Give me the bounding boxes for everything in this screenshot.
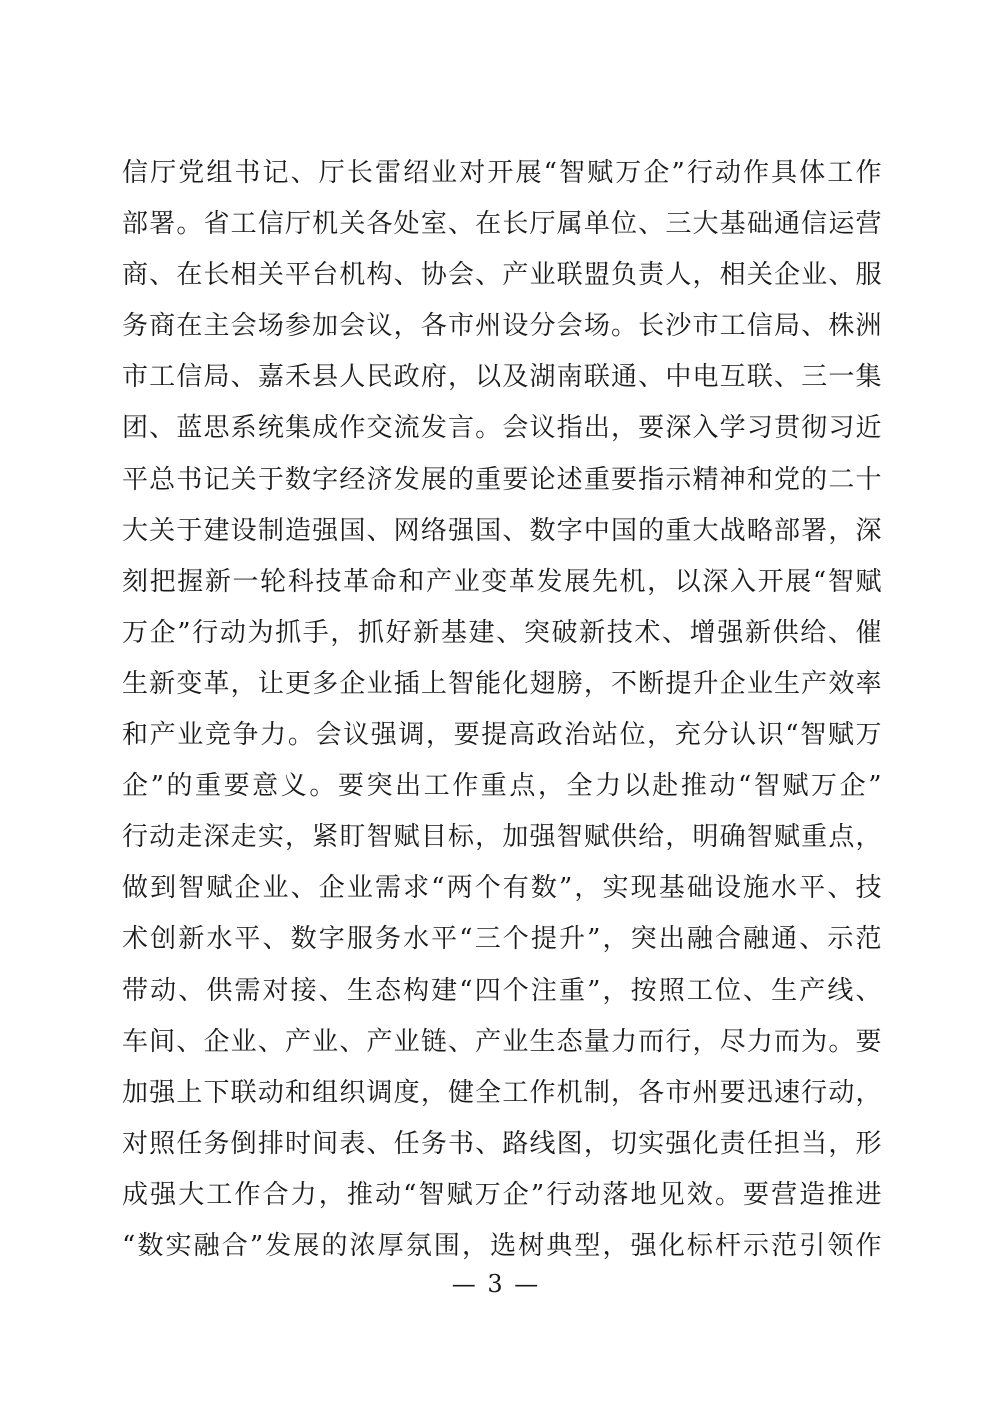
text-line: 信厅党组书记、厅长雷绍业对开展“智赋万企”行动作具体工作 [122,158,882,188]
text-line: 车间、企业、产业、产业链、产业生态量力而行，尽力而为。要 [122,1026,882,1057]
text-line: “数实融合”发展的浓厚氛围，选树典型，强化标杆示范引领作 [122,1230,882,1261]
text-line: 成强大工作合力，推动“智赋万企”行动落地见效。要营造推进 [122,1179,882,1210]
text-line: 部署。省工信厅机关各处室、在长厅属单位、三大基础通信运营 [122,209,882,240]
text-line: 做到智赋企业、企业需求“两个有数”，实现基础设施水平、技 [122,873,882,904]
text-line: 术创新水平、数字服务水平“三个提升”，突出融合融通、示范 [122,924,882,955]
text-line: 加强上下联动和组织调度，健全工作机制，各市州要迅速行动， [122,1077,882,1108]
text-line: 带动、供需对接、生态构建“四个注重”，按照工位、生产线、 [122,975,882,1006]
text-line: 市工信局、嘉禾县人民政府，以及湖南联通、中电互联、三一集 [122,362,882,393]
body-text [122,148,882,1272]
text-line: 对照任务倒排时间表、任务书、路线图，切实强化责任担当，形 [122,1128,882,1159]
text-line: 和产业竞争力。会议强调，要提高政治站位，充分认识“智赋万 [122,720,882,751]
text-line: 生新变革，让更多企业插上智能化翅膀，不断提升企业生产效率 [122,668,882,699]
text-line: 务商在主会场参加会议，各市州设分会场。长沙市工信局、株洲 [122,311,882,342]
text-line: 商、在长相关平台机构、协会、产业联盟负责人，相关企业、服 [122,260,882,291]
text-line: 平总书记关于数字经济发展的重要论述重要指示精神和党的二十 [122,464,882,495]
text-line: 团、蓝思系统集成作交流发言。会议指出，要深入学习贯彻习近 [122,413,882,444]
text-line: 行动走深走实，紧盯智赋目标，加强智赋供给，明确智赋重点， [122,822,882,853]
text-line: 企”的重要意义。要突出工作重点，全力以赴推动“智赋万企” [122,771,882,802]
text-line: 大关于建设制造强国、网络强国、数字中国的重大战略部署，深 [122,515,882,546]
text-line: 万企”行动为抓手，抓好新基建、突破新技术、增强新供给、催 [122,617,882,648]
text-line: 刻把握新一轮科技革命和产业变革发展先机，以深入开展“智赋 [122,566,882,597]
page-number: — 3 — [451,1270,541,1298]
